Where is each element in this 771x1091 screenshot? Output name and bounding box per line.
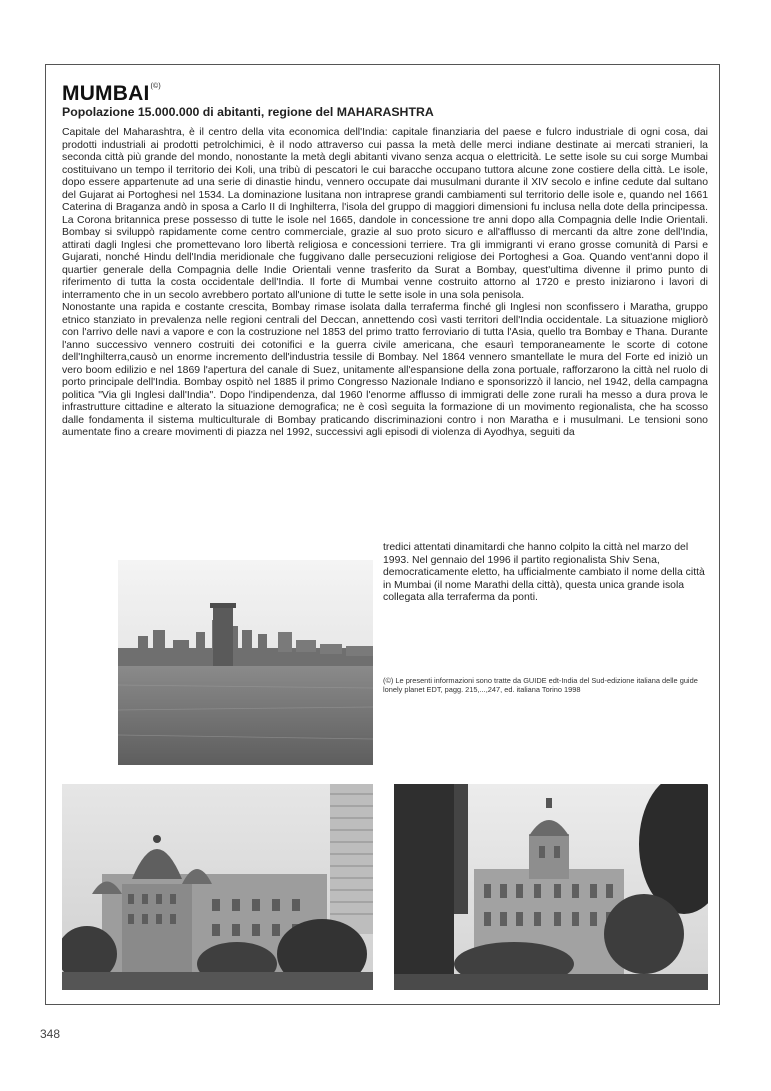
- title-note-mark: (©): [150, 83, 161, 90]
- paragraph-2: Nonostante una rapida e costante crescita, Bombay rimase isolata dalla terraferma finché gli Inglesi non sconfissero i Maratha, gruppo etnico stanziato in prevalenza nelle regioni centrali del Deccan, annettendo così vasti territori dell'India occidentale. La situazione migliorò con l'arrivo delle navi a vapore e con la costruzione nel 1853 del primo tratto ferroviario di tutta l'Asia, quello tra Bombay e Thana. Durante l'anno successivo vennero costruiti dei cotonifici e la guerra civile americana, che esaurì temporaneamente le scorte di cotone dell'Inghilterra,causò un enorme incremento dell'industria tessile di Bombay. Nel 1864 vennero smantellate le mura del Forte ed iniziò un vero boom edilizio e nel 1869 l'apertura del canale di Suez, unitamente all'espansione della zona portuale, rafforzarono la città nel ruolo di porto principale dell'India. Bombay ospitò nel 1885 il primo Congresso Nazionale Indiano e sponsorizzò il lancio, nel 1942, della campagna politica "Via gli Inglesi dall'India". Dopo l'indipendenza, dal 1960 l'enorme afflusso di immigrati delle zone rurali ha messo a dura prova le infrastrutture cittadine e alterato la situazione demografica; ne è così seguita la formazione di un movimento regionalista, che ha scosso dalle fondamenta il sistema multiculturale di Bombay praticando discriminazioni contro i non Maratha e i musulmani. Le tensioni sono aumentate fino a creare movimenti di piazza nel 1992, successivi agli episodi di violenza di Ayodhya, seguiti da: [62, 302, 708, 438]
- page-title: [62, 82, 161, 106]
- paragraph-1: Capitale del Maharashtra, è il centro della vita economica dell'India: capitale finanziaria del paese e fulcro industriale di ogni cosa, dai prodotti industriali ai prodotti petrolchimici, è il nodo attraverso cui passa la metà delle merci indiane destinate ai mercati stranieri, la seconda città più grande del mondo, nonostante la metà degli abitanti vivano senza acqua o elettricità. Le sette isole su cui sorge Mumbai costituivano un tempo il territorio dei Koli, una tribù di pescatori le cui baracche occupano tuttora alcune zone costiere della città. Le isole, dopo essere appartenute ad una serie di dinastie hindu, vennero occupate dai musulmani durante il XIV secolo e infine cedute dal sultano del Gujarat ai Portoghesi nel 1534. La dominazione lusitana non intraprese grandi cambiamenti sul territorio delle isole e, quando nel 1661 Caterina di Braganza andò in sposa a Carlo II di Inghilterra, l'isola del gruppo di maggiori dimensioni fu inclusa nella dote della principessa. La Corona britannica prese possesso di tutte le isole nel 1665, dandole in concessione tre anni dopo alla Compagnia delle Indie Orientali. Bombay si sviluppò rapidamente come centro commerciale, grazie al suo proto sicuro e all'afflusso di mercanti da altre zone dell'India, attirati dagli Inglesi che promettevano loro libertà religiosa e concessioni terriere. Tra gli immigranti vi erano grosse comunità di Parsi e Gujarati, nonché Hindu dell'India meridionale che fuggivano dalle persecuzioni religiose dei Portoghesi a Goa. Quando vent'anni dopo il quartier generale della Compagnia delle Indie Orientali venne trasferito da Surat a Bombay, quest'ultima divenne il primo punto di riferimento di tutta la costa occidentale dell'India. Il forte di Mumbai venne costruito attorno al 1720 e presto iniziarono i lavori di interramento che in un secolo avrebbero portato all'unione di tutte le sette isole in una sola penisola.: [62, 127, 708, 301]
- page-subtitle: Popolazione 15.000.000 di abitanti, regione del MAHARASHTRA: [62, 105, 434, 119]
- colonial-building-photo-image: [394, 784, 708, 990]
- page-number: 348: [40, 1027, 61, 1041]
- skyline-photo: [118, 560, 373, 765]
- palace-hotel-photo: [62, 784, 373, 990]
- article-body: [62, 127, 708, 440]
- palace-hotel-photo-image: [62, 784, 373, 990]
- title-text: MUMBAI: [62, 82, 150, 105]
- paragraph-2-continued: tredici attentati dinamitardi che hanno colpito la città nel marzo del 1993. Nel gennaio del 1996 il partito regionalista Shiv Sena, democraticamente eletto, ha ufficialmente cambiato il nome della città in Mumbai (il nome Marathi della città), questa unica grande isola collegata alla terraferma da ponti.: [383, 542, 705, 603]
- colonial-building-photo: [394, 784, 708, 990]
- source-footnote: (©) Le presenti informazioni sono tratte da GUIDE edt-India del Sud-edizione italiana delle guide lonely planet EDT, pagg. 215,...,247, ed. italiana Torino 1998: [383, 676, 698, 694]
- skyline-photo-image: [118, 560, 373, 765]
